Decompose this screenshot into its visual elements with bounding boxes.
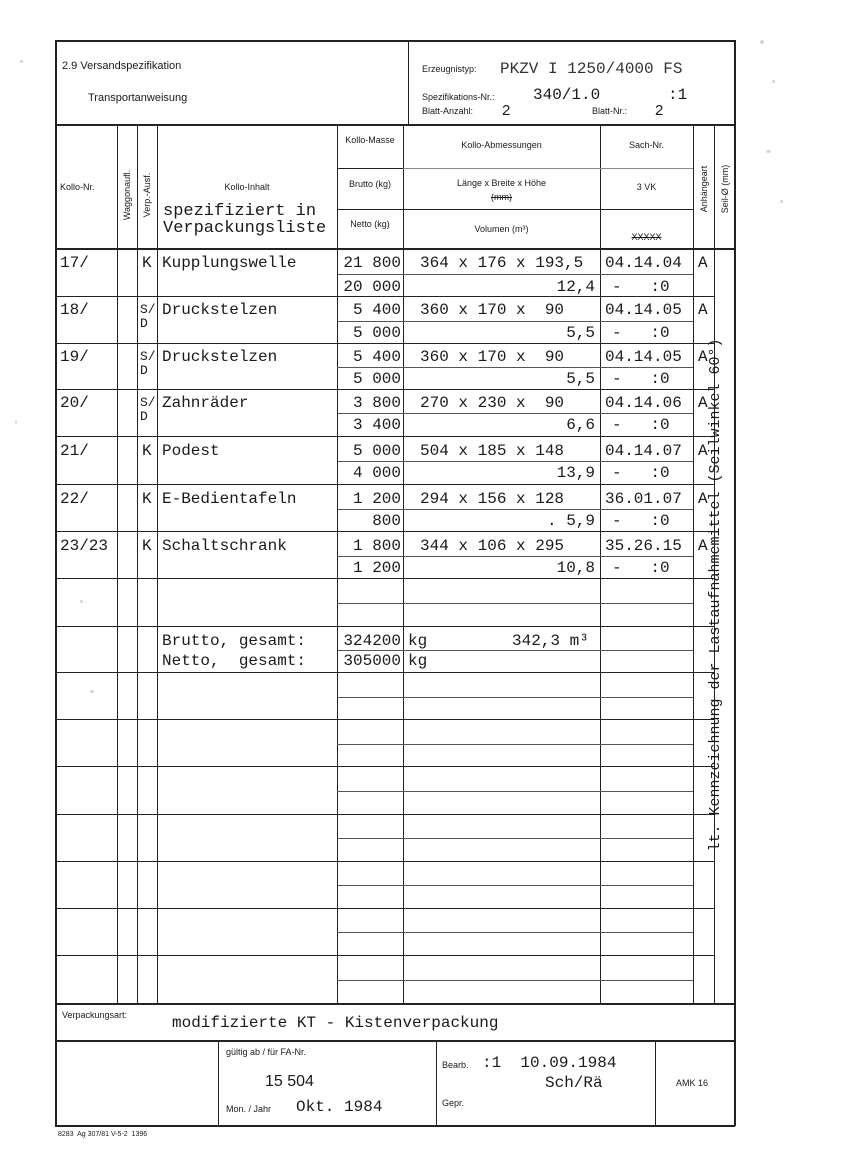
netto-total-value: 305000 bbox=[343, 652, 401, 670]
col-lbh-unit: (mm) bbox=[491, 192, 512, 202]
bearb-value: :1 10.09.1984 bbox=[482, 1054, 617, 1072]
col-brutto: Brutto (kg) bbox=[348, 179, 391, 189]
row-brutto: 1 800 bbox=[352, 537, 401, 555]
row-inhalt: Druckstelzen bbox=[162, 301, 278, 319]
spec-no-suffix: :1 bbox=[668, 86, 688, 104]
row-sach-sub: - :0 bbox=[612, 370, 670, 388]
row-brutto: 5 400 bbox=[352, 348, 401, 366]
packing-value: modifizierte KT - Kistenverpackung bbox=[172, 1014, 499, 1032]
netto-total-unit: kg bbox=[408, 652, 428, 670]
row-kollo-nr: 19/ bbox=[60, 348, 89, 366]
fa-number: 15 504 bbox=[265, 1073, 314, 1090]
sheet-no-label: Blatt-Nr.: bbox=[592, 106, 628, 116]
row-dims: 270 x 230 x 90 bbox=[420, 394, 565, 412]
month-label: Mon. / Jahr bbox=[226, 1104, 272, 1114]
col-sach-bottom: XXXXX bbox=[631, 232, 662, 242]
netto-total-label: Netto, gesamt: bbox=[162, 652, 307, 670]
bearb-label: Bearb. bbox=[442, 1060, 469, 1070]
row-verp: K bbox=[142, 490, 152, 508]
row-netto: 5 000 bbox=[352, 324, 401, 342]
sheet-no-value: 2 bbox=[655, 102, 664, 119]
brutto-total-unit: kg bbox=[408, 632, 428, 650]
row-sach-nr: 36.01.07 bbox=[605, 490, 682, 508]
bearb-name: Sch/Rä bbox=[545, 1074, 603, 1092]
subtitle: Transportanweisung bbox=[88, 92, 188, 104]
col-netto: Netto (kg) bbox=[350, 219, 390, 229]
row-netto: 5 000 bbox=[352, 370, 401, 388]
row-volume: 10,8 bbox=[556, 559, 595, 577]
section-title: 2.9 Versandspezifikation bbox=[62, 60, 182, 72]
row-dims: 360 x 170 x 90 bbox=[420, 348, 565, 366]
col-abmessungen: Kollo-Abmessungen bbox=[461, 140, 542, 150]
row-netto: 4 000 bbox=[352, 464, 401, 482]
row-sach-sub: - :0 bbox=[612, 464, 670, 482]
row-kollo-nr: 23/23 bbox=[60, 537, 109, 555]
row-volume: 5,5 bbox=[566, 324, 595, 342]
row-inhalt: Druckstelzen bbox=[162, 348, 278, 366]
product-type-label: Erzeugnistyp: bbox=[422, 64, 477, 74]
row-netto: 3 400 bbox=[352, 416, 401, 434]
row-brutto: 3 800 bbox=[352, 394, 401, 412]
row-sach-nr: 04.14.06 bbox=[605, 394, 682, 412]
row-kollo-nr: 17/ bbox=[60, 254, 89, 272]
col-lbh: Länge x Breite x Höhe bbox=[456, 178, 547, 188]
row-kollo-nr: 21/ bbox=[60, 442, 89, 460]
row-anh: A bbox=[698, 490, 708, 508]
row-volume: 6,6 bbox=[566, 416, 595, 434]
row-kollo-nr: 22/ bbox=[60, 490, 89, 508]
row-inhalt: Schaltschrank bbox=[162, 537, 287, 555]
row-verp: K bbox=[142, 537, 152, 555]
valid-label: gültig ab / für FA-Nr. bbox=[226, 1047, 307, 1057]
row-sach-sub: - :0 bbox=[612, 324, 670, 342]
row-anh: A bbox=[698, 254, 708, 272]
row-brutto: 5 400 bbox=[352, 301, 401, 319]
col-seil: Seil-Ø (mm) bbox=[720, 164, 730, 214]
col-sach-nr: Sach-Nr. bbox=[628, 140, 664, 150]
row-sach-nr: 35.26.15 bbox=[605, 537, 682, 555]
col-verp: Verp.-Ausf. bbox=[142, 172, 152, 218]
form-code: AMK 16 bbox=[676, 1078, 709, 1088]
col-masse: Kollo-Masse bbox=[345, 135, 395, 145]
row-sach-sub: - :0 bbox=[612, 416, 670, 434]
row-verp: K bbox=[142, 442, 152, 460]
row-volume: 12,4 bbox=[556, 278, 595, 296]
row-anh: A bbox=[698, 442, 708, 460]
col-volumen: Volumen (m³) bbox=[474, 224, 529, 234]
row-anh: A bbox=[698, 301, 708, 319]
row-dims: 364 x 176 x 193,5 bbox=[420, 254, 584, 272]
product-type-value: PKZV I 1250/4000 FS bbox=[500, 60, 683, 78]
sheet-count-label: Blatt-Anzahl: bbox=[422, 106, 474, 116]
row-volume: 5,5 bbox=[566, 370, 595, 388]
row-sach-sub: - :0 bbox=[612, 278, 670, 296]
row-dims: 294 x 156 x 128 bbox=[420, 490, 565, 508]
row-verp: S/D bbox=[140, 302, 156, 331]
col-spez-note: spezifiziert in Verpackungsliste bbox=[163, 202, 327, 238]
sheet-count-value: 2 bbox=[502, 102, 511, 119]
row-kollo-nr: 18/ bbox=[60, 301, 89, 319]
row-volume: 13,9 bbox=[556, 464, 595, 482]
row-brutto: 1 200 bbox=[352, 490, 401, 508]
col-kollo-inhalt: Kollo-Inhalt bbox=[224, 182, 270, 192]
row-volume: . 5,9 bbox=[546, 512, 595, 530]
row-verp: S/D bbox=[140, 395, 156, 424]
row-sach-sub: - :0 bbox=[612, 512, 670, 530]
row-anh: A bbox=[698, 348, 708, 366]
row-sach-sub: - :0 bbox=[612, 559, 670, 577]
volume-total: 342,3 m³ bbox=[512, 632, 589, 650]
row-dims: 504 x 185 x 148 bbox=[420, 442, 565, 460]
col-kollo-nr: Kollo-Nr. bbox=[60, 182, 95, 192]
row-brutto: 21 800 bbox=[343, 254, 401, 272]
row-inhalt: E-Bedientafeln bbox=[162, 490, 297, 508]
spec-no-label: Spezifikations-Nr.: bbox=[422, 92, 495, 102]
row-anh: A bbox=[698, 394, 708, 412]
row-kollo-nr: 20/ bbox=[60, 394, 89, 412]
month-value: Okt. 1984 bbox=[296, 1098, 383, 1116]
brutto-total-label: Brutto, gesamt: bbox=[162, 632, 307, 650]
row-sach-nr: 04.14.04 bbox=[605, 254, 682, 272]
row-inhalt: Zahnräder bbox=[162, 394, 249, 412]
row-verp: S/D bbox=[140, 349, 156, 378]
lifting-note: lt. Kennzeichnung der Lastaufnahmemittel (Seilwinkel 60°) bbox=[707, 338, 724, 852]
row-inhalt: Podest bbox=[162, 442, 220, 460]
packing-label: Verpackungsart: bbox=[62, 1010, 128, 1020]
row-anh: A bbox=[698, 537, 708, 555]
row-netto: 1 200 bbox=[352, 559, 401, 577]
row-verp: K bbox=[142, 254, 152, 272]
row-sach-nr: 04.14.07 bbox=[605, 442, 682, 460]
gepr-label: Gepr. bbox=[442, 1098, 465, 1108]
row-dims: 360 x 170 x 90 bbox=[420, 301, 565, 319]
col-sach-top: 3 VK bbox=[636, 182, 657, 192]
row-sach-nr: 04.14.05 bbox=[605, 301, 682, 319]
row-inhalt: Kupplungswelle bbox=[162, 254, 297, 272]
col-anhaengeart: Anhängeart bbox=[699, 165, 709, 213]
brutto-total-value: 324200 bbox=[343, 632, 401, 650]
row-netto: 800 bbox=[372, 512, 401, 530]
row-brutto: 5 000 bbox=[352, 442, 401, 460]
spec-no-value: 340/1.0 bbox=[533, 86, 601, 104]
row-dims: 344 x 106 x 295 bbox=[420, 537, 565, 555]
row-netto: 20 000 bbox=[343, 278, 401, 296]
row-sach-nr: 04.14.05 bbox=[605, 348, 682, 366]
print-code: 8283 Ag 307/81 V-5-2 1396 bbox=[58, 1131, 148, 1138]
col-waggon: Waggonaufl. bbox=[122, 169, 132, 221]
